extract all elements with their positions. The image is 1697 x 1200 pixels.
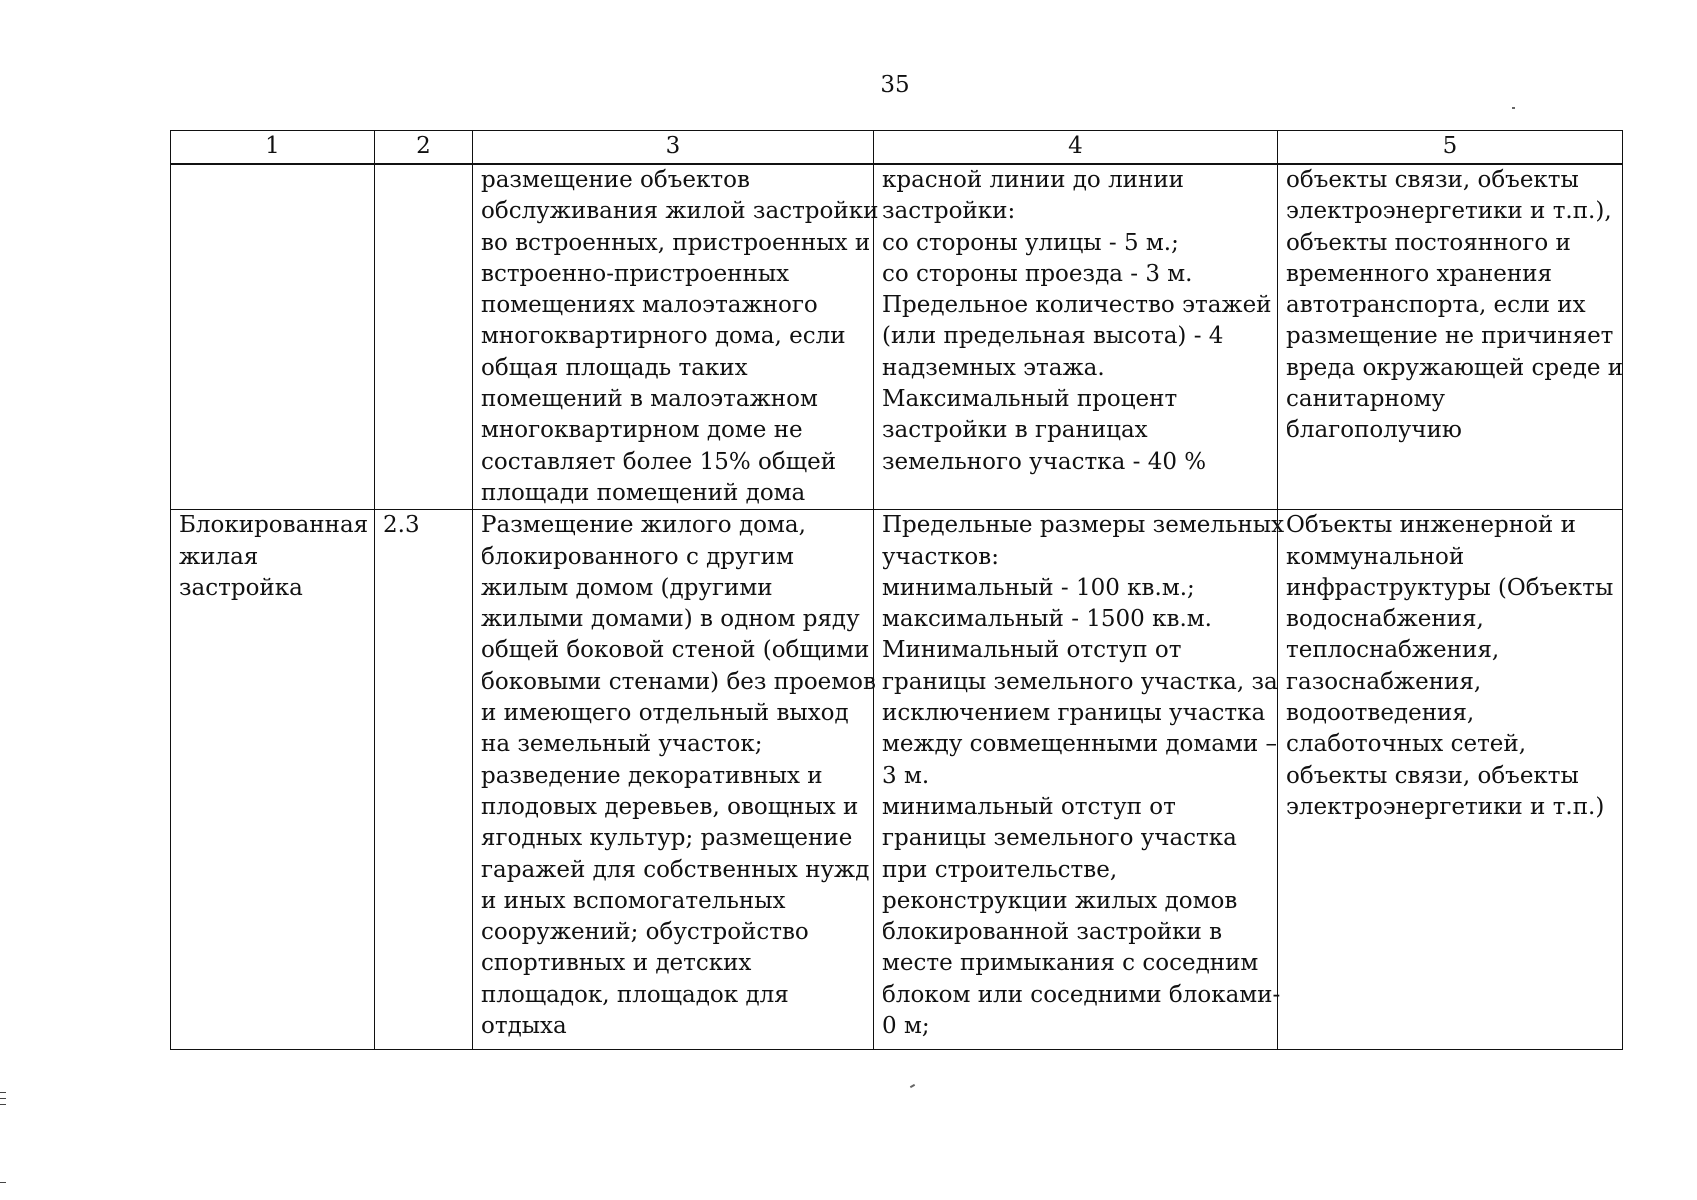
cell-text-line: Предельное количество этажей (882, 292, 1272, 319)
cell-text-line: блоком или соседними блоками- (882, 981, 1281, 1008)
column-header-3: 3 (473, 131, 874, 165)
cell-text-line: общей боковой стеной (общими (481, 637, 870, 664)
cell-text-line: площадок, площадок для (481, 981, 789, 1008)
cell-text-line: со стороны улицы - 5 м.; (882, 229, 1179, 256)
cell-text-line: при строительстве, (882, 856, 1118, 883)
cell-text-line: границы земельного участка (882, 825, 1237, 852)
cell-text-line: застройка (179, 574, 303, 601)
cell-text-line: санитарному (1286, 386, 1446, 413)
scan-speck (910, 1084, 915, 1088)
scan-margin-mark (0, 1098, 6, 1099)
cell-text-line: застройки в границах (882, 417, 1148, 444)
cell-text-line: многоквартирном доме не (481, 417, 803, 444)
cell-auxiliary-uses (1278, 510, 1623, 1050)
cell-text-line: Объекты инженерной и (1286, 512, 1576, 539)
cell-text-line: реконструкции жилых домов (882, 887, 1238, 914)
cell-text-line: границы земельного участка, за (882, 668, 1278, 695)
cell-text-line: спортивных и детских (481, 950, 752, 977)
cell-text-line: автотранспорта, если их (1286, 292, 1586, 319)
cell-text-line: блокированного с другим (481, 543, 794, 570)
cell-use-code (375, 510, 473, 1050)
cell-permitted-use-name (171, 164, 375, 510)
cell-text-line: со стороны проезда - 3 м. (882, 260, 1193, 287)
cell-limit-parameters (874, 164, 1278, 510)
cell-use-description (473, 164, 879, 510)
column-header-5: 5 (1278, 131, 1623, 165)
cell-text-line: размещение не причиняет (1286, 323, 1614, 350)
cell-text-line: участков: (882, 543, 999, 570)
cell-text-line: благополучию (1286, 417, 1462, 444)
cell-text-line: общая площадь таких (481, 354, 748, 381)
column-header-2: 2 (375, 131, 473, 165)
cell-text-line: 3 м. (882, 762, 930, 789)
cell-text-line: жилыми домами) в одном ряду (481, 606, 860, 633)
cell-text-line: плодовых деревьев, овощных и (481, 793, 859, 820)
cell-text-line: многоквартирного дома, если (481, 323, 846, 350)
cell-text-line: жилая (179, 543, 259, 570)
cell-text-line: гаражей для собственных нужд (481, 856, 870, 883)
table-row (171, 164, 1623, 510)
cell-use-code (375, 164, 473, 510)
cell-text-line: надземных этажа. (882, 354, 1105, 381)
cell-text-line: Максимальный процент (882, 386, 1178, 413)
page-number: 35 (880, 72, 910, 98)
cell-text-line: максимальный - 1500 кв.м. (882, 606, 1212, 633)
cell-text-line: и имеющего отдельный выход (481, 700, 849, 727)
table-row (171, 510, 1623, 1050)
cell-text-line: Блокированная (179, 512, 369, 539)
cell-text-line: блокированной застройки в (882, 919, 1223, 946)
cell-text-line: размещение объектов (481, 167, 750, 193)
cell-text-line: объекты связи, объекты (1286, 167, 1579, 193)
scan-margin-mark (0, 1092, 6, 1093)
cell-text-line: площади помещений дома (481, 479, 806, 506)
cell-text-line: помещений в малоэтажном (481, 386, 818, 413)
cell-text-line: Предельные размеры земельных (882, 512, 1285, 539)
cell-text-line: слаботочных сетей, (1286, 731, 1527, 758)
cell-text-line: жилым домом (другими (481, 574, 773, 601)
cell-text-line: теплоснабжения, (1286, 637, 1500, 664)
cell-permitted-use-name (171, 510, 375, 1050)
cell-text-line: водоснабжения, (1286, 606, 1484, 633)
scan-speck (1512, 107, 1515, 109)
cell-use-description (473, 510, 874, 1050)
cell-text-line: временного хранения (1286, 260, 1553, 287)
cell-text-line: газоснабжения, (1286, 668, 1482, 695)
cell-text-line: инфраструктуры (Объекты (1286, 574, 1614, 601)
cell-text-line: 0 м; (882, 1013, 930, 1040)
scan-margin-mark (0, 1104, 6, 1105)
cell-text-line: помещениях малоэтажного (481, 292, 818, 319)
cell-auxiliary-uses (1278, 164, 1623, 510)
table-body (171, 164, 1623, 1050)
cell-text-line: минимальный отступ от (882, 793, 1176, 820)
cell-text-line: красной линии до линии (882, 167, 1184, 193)
table-header-row (171, 131, 1623, 165)
cell-text-line: во встроенных, пристроенных и (481, 229, 871, 256)
cell-text-line: минимальный - 100 кв.м.; (882, 574, 1195, 601)
cell-text-line: электроэнергетики и т.п.) (1286, 793, 1605, 820)
cell-text-line: обслуживания жилой застройки (481, 198, 879, 225)
cell-text-line: коммунальной (1286, 543, 1465, 570)
column-header-4: 4 (874, 131, 1278, 165)
cell-text-line: Минимальный отступ от (882, 637, 1182, 664)
zoning-regulations-table (170, 130, 1623, 1050)
cell-text-line: 2.3 (383, 512, 420, 539)
cell-text-line: водоотведения, (1286, 700, 1475, 727)
cell-text-line: и иных вспомогательных (481, 887, 786, 914)
cell-text-line: сооружений; обустройство (481, 919, 809, 946)
cell-text-line: месте примыкания с соседним (882, 950, 1259, 977)
column-header-1: 1 (171, 131, 375, 165)
cell-text-line: объекты связи, объекты (1286, 762, 1579, 789)
cell-text-line: электроэнергетики и т.п.), (1286, 198, 1612, 225)
scan-margin-mark (0, 1182, 6, 1183)
cell-text-line: (или предельная высота) - 4 (882, 323, 1224, 350)
cell-limit-parameters (874, 510, 1285, 1050)
cell-text-line: исключением границы участка (882, 700, 1266, 727)
cell-text-line: отдыха (481, 1013, 567, 1040)
cell-text-line: боковыми стенами) без проемов (481, 668, 876, 695)
cell-text-line: составляет более 15% общей (481, 448, 837, 475)
cell-text-line: на земельный участок; (481, 731, 763, 758)
cell-text-line: между совмещенными домами – (882, 731, 1277, 758)
cell-text-line: встроенно-пристроенных (481, 260, 790, 287)
cell-text-line: разведение декоративных и (481, 762, 823, 789)
cell-text-line: вреда окружающей среде и (1286, 354, 1624, 381)
cell-text-line: Размещение жилого дома, (481, 512, 806, 539)
cell-text-line: земельного участка - 40 % (882, 448, 1207, 475)
cell-text-line: застройки: (882, 198, 1016, 225)
cell-text-line: объекты постоянного и (1286, 229, 1571, 256)
cell-text-line: ягодных культур; размещение (481, 825, 853, 852)
